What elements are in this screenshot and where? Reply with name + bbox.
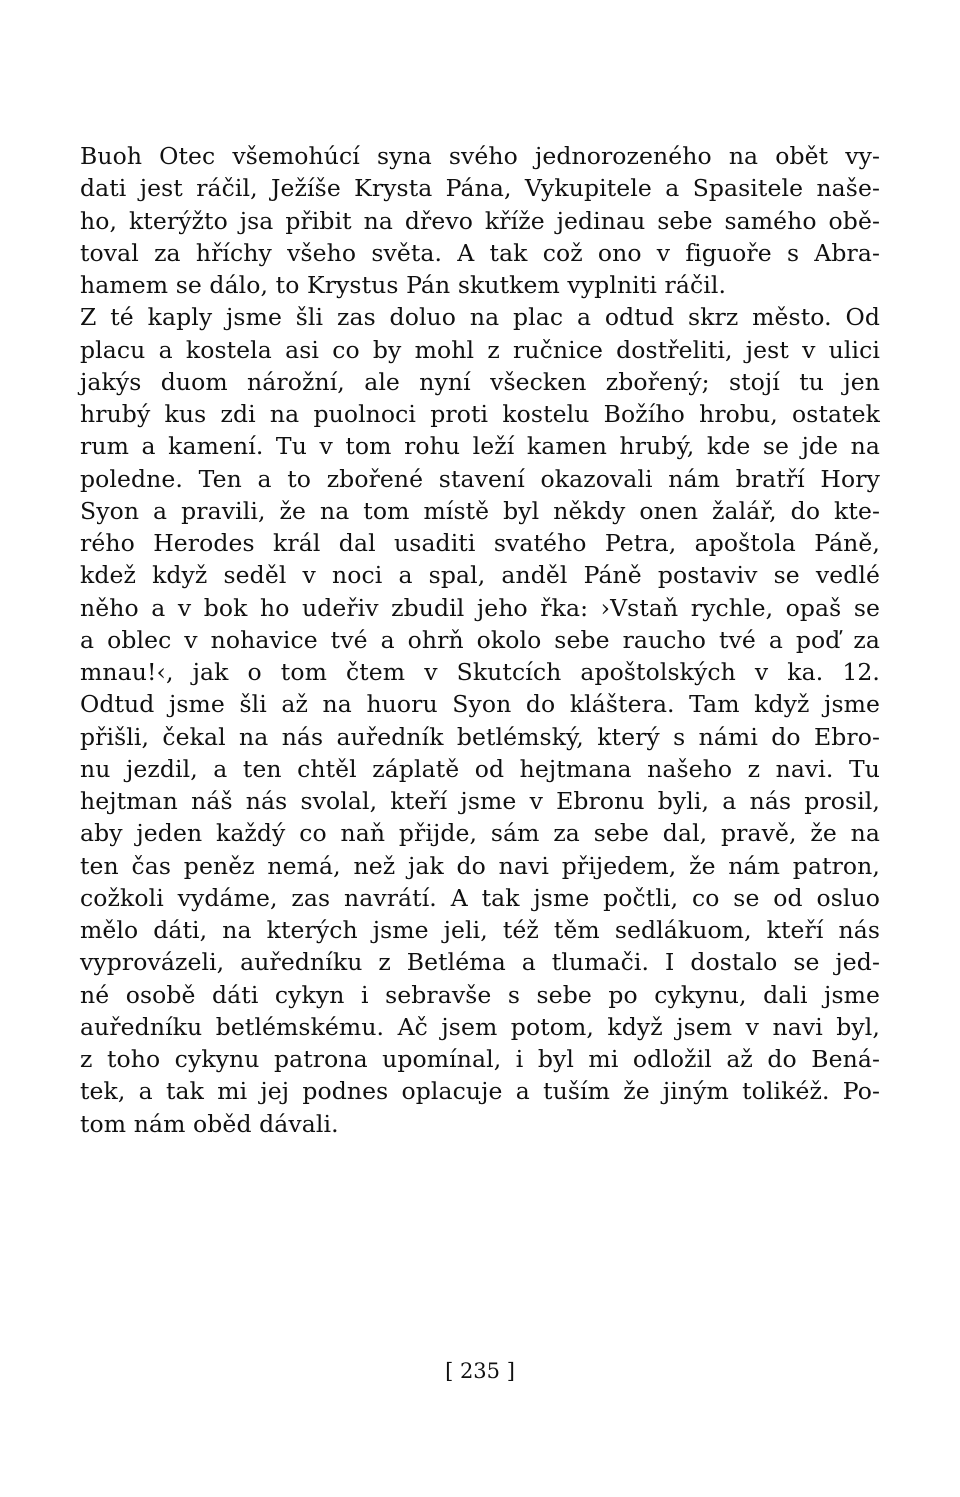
- text-line: rum a kamení. Tu v tom rohu leží kamen hrubý, kde se jde na: [80, 432, 880, 461]
- text-line: vyprovázeli, auředníku z Betléma a tlumači. I dostalo se jed-: [80, 948, 880, 977]
- text-line: z toho cykynu patrona upomínal, i byl mi odložil až do Bená-: [80, 1045, 880, 1073]
- text-line: Syon a pravili, že na tom místě byl někdy onen žalář, do kte-: [80, 496, 880, 525]
- text-line: hamem se dálo, to Krystus Pán skutkem vyplniti ráčil.: [80, 271, 727, 299]
- page-body-text: [80, 140, 880, 1140]
- text-line: mnau!‹, jak o tom čtem v Skutcích apoštolských v ka. 12.: [80, 658, 880, 686]
- text-line: né osobě dáti cykyn i sebravše s sebe po cykynu, dali jsme: [80, 980, 880, 1009]
- page-number: [ 235 ]: [445, 1359, 515, 1383]
- text-line: dati jest ráčil, Ježíše Krysta Pána, Vykupitele a Spasitele naše-: [80, 174, 880, 203]
- text-line: nu jezdil, a ten chtěl záplatě od hejtmana našeho z navi. Tu: [80, 754, 880, 783]
- text-line: kdež když seděl v noci a spal, anděl Páně postaviv se vedlé: [80, 561, 880, 590]
- text-line: Buoh Otec všemohúcí syna svého jednorozeného na obět vy-: [80, 142, 880, 170]
- text-line: Odtud jsme šli až na huoru Syon do kláštera. Tam když jsme: [80, 690, 880, 719]
- text-line: hejtman náš nás svolal, kteří jsme v Ebronu byli, a nás prosil,: [80, 787, 880, 815]
- text-line: toval za hříchy všeho světa. A tak což ono v figuoře s Abra-: [80, 238, 880, 267]
- text-line: tom nám oběd dávali.: [80, 1109, 339, 1138]
- text-line: cožkoli vydáme, zas navrátí. A tak jsme počtli, co se od osluo: [80, 883, 880, 912]
- text-line: ten čas peněz nemá, než jak do navi přijedem, že nám patron,: [80, 851, 880, 880]
- text-line: auředníku betlémskému. Ač jsem potom, když jsem v navi byl,: [80, 1012, 880, 1041]
- text-line: a oblec v nohavice tvé a ohrň okolo sebe raucho tvé a poď za: [80, 625, 880, 654]
- text-line: přišli, čekal na nás auředník betlémský, který s námi do Ebro-: [80, 722, 880, 751]
- text-line: poledne. Ten a to zbořené stavení okazovali nám bratří Hory: [80, 464, 880, 493]
- text-line: něho a v bok ho udeřiv zbudil jeho řka: ›Vstaň rychle, opaš se: [80, 593, 880, 622]
- text-line: hrubý kus zdi na puolnoci proti kostelu Božího hrobu, ostatek: [80, 400, 880, 428]
- text-line: mělo dáti, na kterých jsme jeli, též těm sedlákuom, kteří nás: [80, 916, 880, 944]
- text-line: aby jeden každý co naň přijde, sám za sebe dal, pravě, že na: [80, 819, 880, 848]
- text-line: Z té kaply jsme šli zas doluo na plac a odtud skrz město. Od: [80, 303, 880, 332]
- text-line: jakýs duom nárožní, ale nyní všecken zbořený; stojí tu jen: [80, 367, 880, 396]
- text-line: rého Herodes král dal usaditi svatého Petra, apoštola Páně,: [80, 529, 880, 557]
- text-line: placu a kostela asi co by mohl z ručnice dostřeliti, jest v ulici: [80, 335, 880, 364]
- text-line: ho, kterýžto jsa přibit na dřevo kříže jedinau sebe samého obě-: [80, 206, 880, 235]
- text-line: tek, a tak mi jej podnes oplacuje a tuším že jiným tolikéž. Po-: [80, 1077, 880, 1106]
